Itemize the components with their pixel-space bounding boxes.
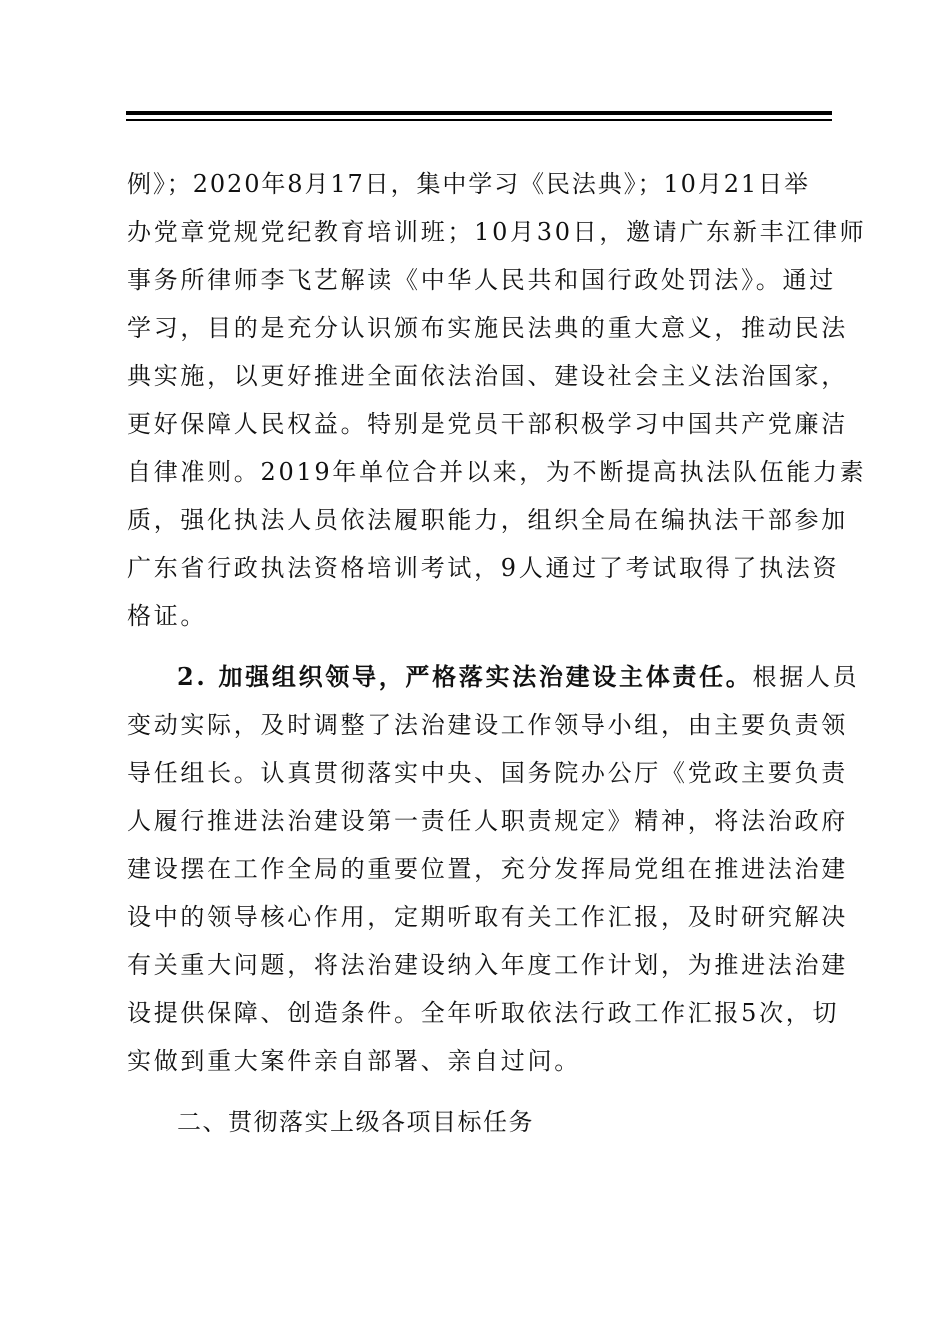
paragraph-line: 实做到重大案件亲自部署、亲自过问。 (127, 1047, 581, 1075)
paragraph-line: 自律准则。2019年单位合并以来，为不断提高执法队伍能力素 (127, 458, 867, 486)
header-double-rule-thin (126, 119, 832, 121)
item-2-first-line (127, 653, 860, 701)
paragraph-line: 学习，目的是充分认识颁布实施民法典的重大意义，推动民法 (127, 314, 848, 342)
item-2-first-tail: 根据人员 (752, 663, 860, 691)
paragraph-line: 事务所律师李飞艺解读《中华人民共和国行政处罚法》。通过 (127, 266, 836, 294)
paragraph-line: 设提供保障、创造条件。全年听取依法行政工作汇报5次，切 (127, 999, 840, 1027)
paragraph-line: 更好保障人民权益。特别是党员干部积极学习中国共产党廉洁 (127, 410, 848, 438)
paragraph-line: 质，强化执法人员依法履职能力，组织全局在编执法干部参加 (127, 506, 848, 534)
document-body (127, 160, 867, 1146)
paragraph-line: 建设摆在工作全局的重要位置，充分发挥局党组在推进法治建 (127, 855, 848, 883)
paragraph-line: 格证。 (127, 602, 208, 630)
item-2-heading: 2. 加强组织领导，严格落实法治建设主体责任。 (177, 662, 753, 691)
paragraph-line: 变动实际，及时调整了法治建设工作领导小组，由主要负责领 (127, 711, 848, 739)
paragraph-line: 典实施，以更好推进全面依法治国、建设社会主义法治国家， (127, 362, 848, 390)
paragraph-line: 办党章党规党纪教育培训班；10月30日，邀请广东新丰江律师 (127, 218, 867, 246)
header-double-rule-thick (126, 111, 832, 115)
paragraph-line: 有关重大问题，将法治建设纳入年度工作计划，为推进法治建 (127, 951, 848, 979)
section-2-heading: 二、贯彻落实上级各项目标任务 (177, 1108, 534, 1136)
paragraph-line: 广东省行政执法资格培训考试，9人通过了考试取得了执法资 (127, 554, 840, 582)
paragraph-line: 设中的领导核心作用，定期听取有关工作汇报，及时研究解决 (127, 903, 848, 931)
paragraph-line: 例》；2020年8月17日，集中学习《民法典》；10月21日举 (127, 170, 810, 198)
paragraph-line: 人履行推进法治建设第一责任人职责规定》精神，将法治政府 (127, 807, 848, 835)
paragraph-line: 导任组长。认真贯彻落实中央、国务院办公厅《党政主要负责 (127, 759, 848, 787)
